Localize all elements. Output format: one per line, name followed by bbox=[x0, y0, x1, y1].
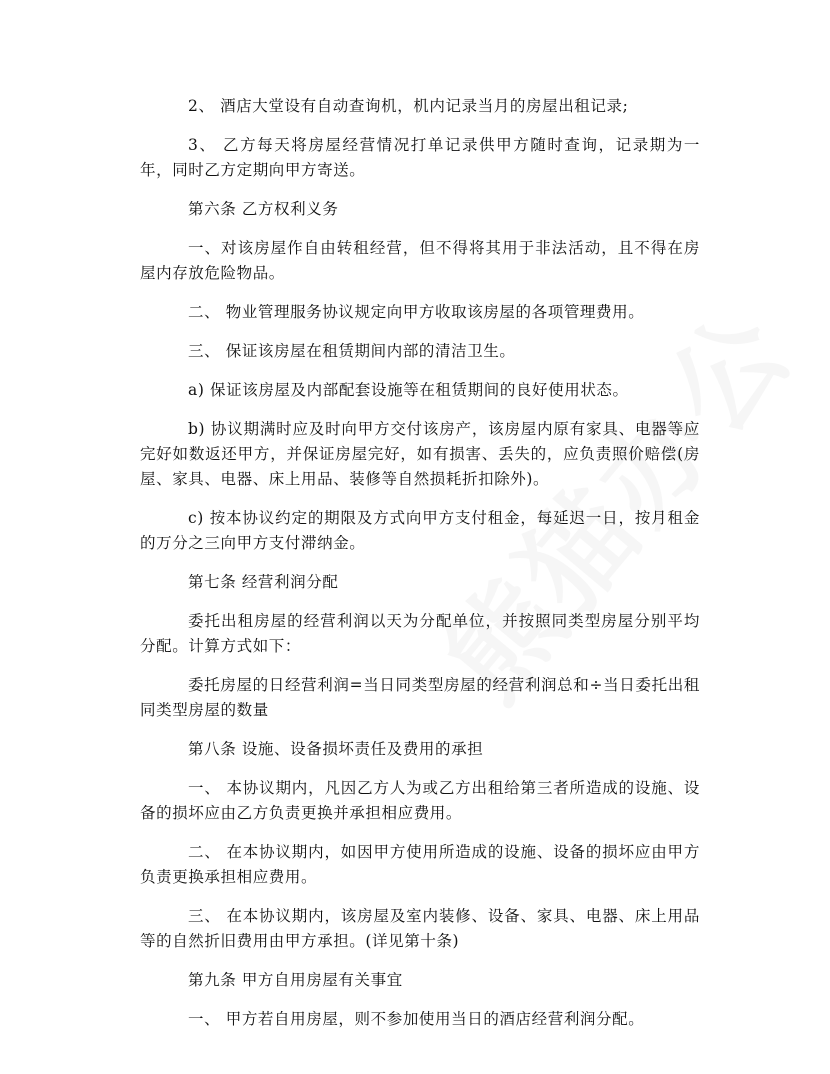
article-6-item-b: b) 协议期满时应及时向甲方交付该房产，该房屋内原有家具、电器等应完好如数返还甲方，并保证房屋完好，如有损害、丢失的，应负责照价赔偿(房屋、家具、电器、床上用品、装修等自然损耗折扣除外)。 bbox=[140, 420, 700, 488]
article-6-item-1: 一、对该房屋作自由转租经营，但不得将其用于非法活动，且不得在房屋内存放危险物品。 bbox=[140, 239, 700, 282]
article-6-item-2: 二、 物业管理服务协议规定向甲方收取该房屋的各项管理费用。 bbox=[188, 303, 645, 321]
article-7-formula: 委托房屋的日经营利润=当日同类型房屋的经营利润总和÷当日委托出租同类型房屋的数量 bbox=[140, 676, 700, 719]
article-6-item-c: c) 按本协议约定的期限及方式向甲方支付租金，每延迟一日，按月租金的万分之三向甲方支付滞纳金。 bbox=[140, 509, 700, 552]
clause-5-item-2: 2、 酒店大堂设有自动查询机，机内记录当月的房屋出租记录; bbox=[188, 97, 629, 115]
article-6-heading: 第六条 乙方权利义务 bbox=[188, 200, 339, 218]
article-8-item-3: 三、 在本协议期内，该房屋及室内装修、设备、家具、电器、床上用品等的自然折旧费用由甲方承担。(详见第十条) bbox=[140, 907, 700, 950]
article-8-heading: 第八条 设施、设备损坏责任及费用的承担 bbox=[188, 740, 484, 758]
article-6-item-3: 三、 保证该房屋在租赁期间内部的清洁卫生。 bbox=[188, 342, 516, 360]
document-body bbox=[140, 94, 700, 1046]
article-7-heading: 第七条 经营利润分配 bbox=[188, 573, 339, 591]
article-9-item-1: 一、 甲方若自用房屋，则不参加使用当日的酒店经营利润分配。 bbox=[188, 1010, 645, 1028]
clause-5-item-3: 3、 乙方每天将房屋经营情况打单记录供甲方随时查询，记录期为一年，同时乙方定期向甲方寄送。 bbox=[140, 136, 700, 179]
article-6-item-a: a) 保证该房屋及内部配套设施等在租赁期间的良好使用状态。 bbox=[188, 381, 629, 399]
article-9-heading: 第九条 甲方自用房屋有关事宜 bbox=[188, 971, 403, 989]
article-8-item-1: 一、 本协议期内，凡因乙方人为或乙方出租给第三者所造成的设施、设备的损坏应由乙方负责更换并承担相应费用。 bbox=[140, 779, 700, 822]
article-7-paragraph-1: 委托出租房屋的经营利润以天为分配单位，并按照同类型房屋分别平均分配。计算方式如下： bbox=[140, 612, 700, 655]
article-8-item-2: 二、 在本协议期内，如因甲方使用所造成的设施、设备的损坏应由甲方负责更换承担相应费用。 bbox=[140, 843, 700, 886]
